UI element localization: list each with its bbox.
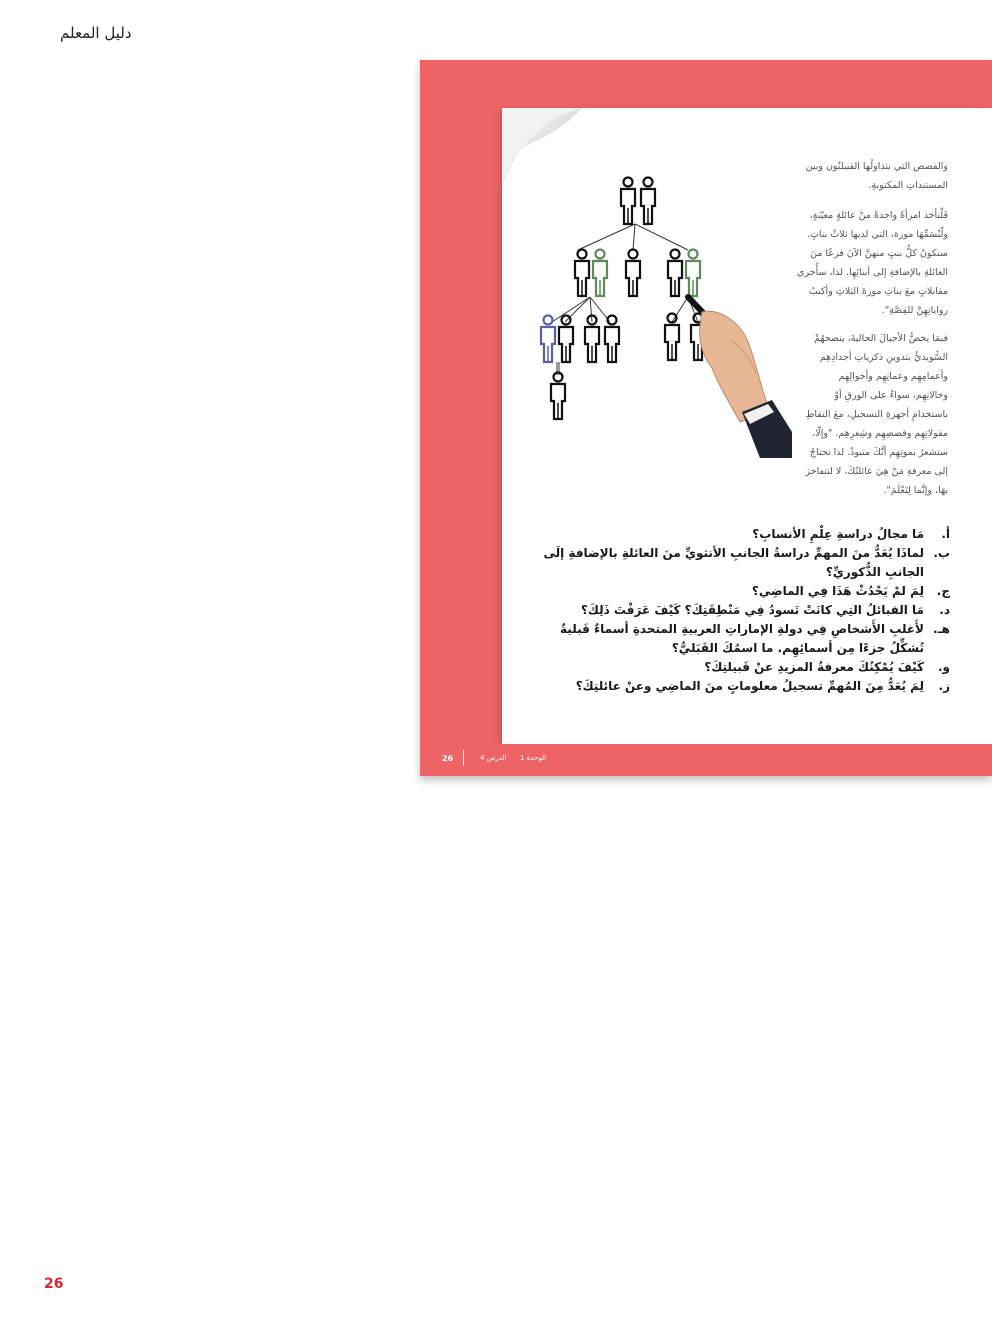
paragraph-line: إلى معرفةِ مَنْ هِيَ عائلتُكَ، لا لتتفاخرَ — [805, 466, 948, 477]
question-letter: و. — [937, 660, 950, 674]
question-text: لِمَ لمْ يَحْدُثْ هَذَا فِي الماضِي؟ — [751, 584, 924, 598]
paragraph-intro — [806, 157, 948, 195]
question-item — [530, 601, 950, 620]
paragraph-line: ستكونُ كلُّ بنتٍ منهنَّ الآنَ فرعًا منَ — [810, 248, 948, 259]
paragraph-line: والقصص التي يتداولُها القبيلتُون وبين — [805, 161, 948, 172]
question-letter: ج. — [936, 584, 950, 598]
paragraph-line: مقولاتِهِم وقصصِهِم وشِعرِهِم. "وإلّا، — [812, 428, 948, 439]
footer-page-number: 26 — [442, 754, 454, 763]
footer-unit: الوحدة 1 — [520, 754, 547, 762]
page-number: 26 — [44, 1276, 64, 1292]
question-letter: ز. — [938, 679, 950, 693]
paragraph-generations — [805, 329, 948, 500]
question-text: مَا القبائلُ التِي كانَتْ تَسودُ فِي مَنْطِقَتِكَ؟ كَيْفَ عَرَفْتَ ذَلِكَ؟ — [580, 603, 924, 617]
hand-with-marker-icon — [688, 297, 792, 458]
question-item — [530, 677, 950, 696]
paragraph-line: مقابلاتٍ معَ بناتِ موزةَ الثلاثِ وأكتبُ — [808, 286, 948, 297]
paragraph-example — [797, 206, 948, 320]
question-text: لأَغلبِ الأَشخاصِ فِي دولةِ الإماراتِ العربيةِ المتحدةِ أسماءٌ قَبليةٌ تُشكِّلُ جزءًا مِن أسمائِهِم. ما اسمُكَ القَبَليُّ؟ — [560, 622, 924, 655]
question-letter: هـ. — [933, 622, 950, 636]
question-item — [530, 582, 950, 601]
paragraph-line: ستشعرُ بموتِهِم أنَّكَ متبوذٌ. لذا تحتاجُ — [809, 447, 948, 458]
paragraph-line: فيمَا يخصُّ الأجيالَ الحاليةَ، ينصحهُمْ — [814, 333, 948, 344]
footer-lesson: الدرس 4 — [480, 754, 507, 762]
paragraph-line: وأعمامِهِم وعماتِهِم وأخوالِهِم — [838, 371, 948, 382]
textbook-footer — [420, 744, 992, 772]
question-text: لِمَ يُعَدُّ مِنَ المُهمِّ تسجيلُ معلوماتٍ منَ الماضِي وعنْ عائلتِكَ؟ — [575, 679, 924, 693]
paragraph-line: ولْنُسَمِّهَا موزة، التي لديها ثلاثُ بناتٍ. — [806, 229, 948, 240]
question-text: كَيْفَ يُمْكِنُكَ معرفةُ المزيدِ عنْ قَبيلتِكَ؟ — [704, 660, 924, 674]
paragraph-line: فَلْنأخذ امرأةً واحدةً منْ عائلةٍ معيّنةٍ، — [809, 210, 948, 221]
paragraph-line: رواياتِهِنَّ للقِصَّةِ". — [881, 305, 948, 316]
family-tree-illustration — [530, 172, 795, 462]
paragraph-line: وخالاتِهِم، سواءٌ على الورقِ أوْ — [834, 390, 948, 401]
paragraph-line: باستخدامِ أجهزةِ التسجيلِ، معَ التقاطِ — [805, 409, 948, 420]
paragraph-line: العائلةِ بالإضافةِ إلى أبنائِهِا. لذا، سأُجري — [797, 267, 948, 278]
question-letter: أ. — [941, 527, 950, 541]
question-item — [530, 658, 950, 677]
question-text: لماذَا يُعَدُّ منَ المهمِّ دراسةُ الجانبِ الأنثويِّ منَ العائلةِ بالإضافةِ إلَى الجانبِ الذُّكوريِّ؟ — [543, 546, 924, 579]
paragraph-line: المستنداتِ المكتوبةِ. — [868, 180, 948, 191]
question-letter: د. — [939, 603, 950, 617]
footer-divider — [463, 750, 464, 766]
page-header-title: دليل المعلم — [60, 24, 132, 42]
question-item — [530, 620, 950, 658]
questions-list — [530, 525, 950, 696]
question-item — [530, 525, 950, 544]
question-letter: ب. — [933, 546, 950, 560]
paragraph-line: بهَا، وإنَّما لِتَعْلَمَ". — [883, 485, 948, 496]
question-text: مَا مجالُ دراسةِ عِلْمِ الأنسابِ؟ — [752, 527, 924, 541]
question-item — [530, 544, 950, 582]
paragraph-line: السُّويديُّ بتدوينِ ذكرياتِ أجدادِهِم — [819, 352, 948, 363]
